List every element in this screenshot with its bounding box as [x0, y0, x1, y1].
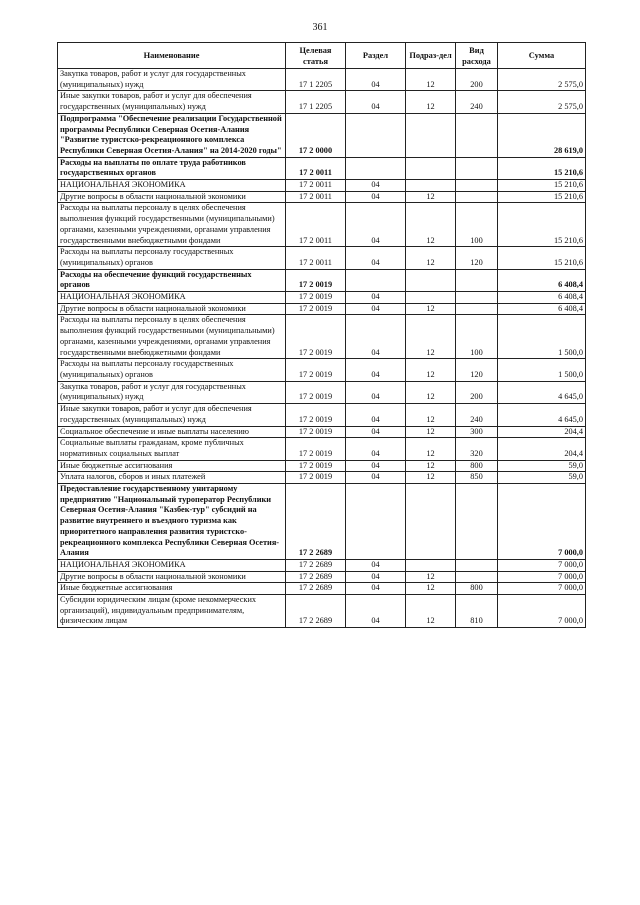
cell-sum: 59,0: [498, 472, 586, 484]
cell-subsection: 12: [406, 381, 456, 403]
cell-section: 04: [346, 203, 406, 247]
cell-section: 04: [346, 359, 406, 381]
cell-section: 04: [346, 438, 406, 460]
table-row: [58, 113, 586, 157]
cell-sum: 7 000,0: [498, 571, 586, 583]
cell-type: 100: [456, 203, 498, 247]
cell-name: Другие вопросы в области национальной экономики: [58, 303, 286, 315]
table-row: [58, 472, 586, 484]
cell-type: [456, 180, 498, 192]
cell-name: Другие вопросы в области национальной экономики: [58, 571, 286, 583]
cell-name: Иные бюджетные ассигнования: [58, 460, 286, 472]
cell-subsection: 12: [406, 460, 456, 472]
cell-sum: 6 408,4: [498, 292, 586, 304]
cell-sum: 7 000,0: [498, 559, 586, 571]
cell-code: 17 2 0011: [286, 191, 346, 203]
cell-code: 17 2 0011: [286, 203, 346, 247]
cell-name: Социальные выплаты гражданам, кроме публичных нормативных социальных выплат: [58, 438, 286, 460]
cell-type: [456, 559, 498, 571]
table-row: [58, 315, 586, 359]
cell-subsection: [406, 484, 456, 560]
cell-code: 17 2 0019: [286, 438, 346, 460]
cell-name: Субсидии юридическим лицам (кроме некоммерческих организаций), индивидуальным предпринимателям, физическим лицам: [58, 595, 286, 628]
cell-subsection: 12: [406, 426, 456, 438]
cell-code: 17 2 0000: [286, 113, 346, 157]
cell-sum: 59,0: [498, 460, 586, 472]
cell-subsection: [406, 180, 456, 192]
page-number: 361: [312, 22, 328, 33]
cell-type: [456, 484, 498, 560]
cell-sum: 7 000,0: [498, 484, 586, 560]
header-type: Вид расхода: [456, 43, 498, 69]
cell-section: 04: [346, 559, 406, 571]
table-row: [58, 69, 586, 91]
cell-name: Закупка товаров, работ и услуг для государственных (муниципальных) нужд: [58, 381, 286, 403]
cell-code: 17 2 0019: [286, 460, 346, 472]
cell-type: [456, 157, 498, 179]
cell-sum: 6 408,4: [498, 303, 586, 315]
cell-code: 17 2 0019: [286, 426, 346, 438]
cell-name: Социальное обеспечение и иные выплаты населению: [58, 426, 286, 438]
cell-type: 810: [456, 595, 498, 628]
cell-section: 04: [346, 404, 406, 426]
table-row: [58, 269, 586, 291]
header-sum: Сумма: [498, 43, 586, 69]
cell-name: Расходы на выплаты персоналу в целях обеспечения выполнения функций государственными (муниципальными) органами, казенными учреждениями, органами управления государственными внебюджетными фондами: [58, 203, 286, 247]
cell-code: 17 2 0019: [286, 404, 346, 426]
cell-code: 17 2 0019: [286, 269, 346, 291]
table-row: [58, 438, 586, 460]
cell-subsection: 12: [406, 69, 456, 91]
cell-name: Иные бюджетные ассигнования: [58, 583, 286, 595]
cell-type: 850: [456, 472, 498, 484]
cell-name: Другие вопросы в области национальной экономики: [58, 191, 286, 203]
cell-name: НАЦИОНАЛЬНАЯ ЭКОНОМИКА: [58, 180, 286, 192]
cell-type: [456, 292, 498, 304]
cell-code: 17 2 2689: [286, 559, 346, 571]
table-row: [58, 203, 586, 247]
cell-name: Иные закупки товаров, работ и услуг для обеспечения государственных (муниципальных) нужд: [58, 404, 286, 426]
cell-name: Подпрограмма "Обеспечение реализации Государственной программы Республики Северная Осетия-Алания "Развитие туристско-рекреационного комплекса Республики Северная Осетия-Алания" на 2014-2020 годы": [58, 113, 286, 157]
cell-section: 04: [346, 426, 406, 438]
table-row: [58, 460, 586, 472]
header-subsection: Подраз-дел: [406, 43, 456, 69]
cell-subsection: 12: [406, 247, 456, 269]
header-section: Раздел: [346, 43, 406, 69]
table-row: [58, 426, 586, 438]
cell-section: 04: [346, 191, 406, 203]
cell-sum: 15 210,6: [498, 157, 586, 179]
cell-code: 17 2 0011: [286, 157, 346, 179]
cell-subsection: 12: [406, 91, 456, 113]
cell-type: [456, 191, 498, 203]
cell-type: 120: [456, 247, 498, 269]
cell-subsection: 12: [406, 404, 456, 426]
header-row: [58, 43, 586, 69]
cell-section: 04: [346, 315, 406, 359]
cell-sum: 15 210,6: [498, 191, 586, 203]
cell-subsection: 12: [406, 583, 456, 595]
cell-name: Расходы на обеспечение функций государственных органов: [58, 269, 286, 291]
cell-type: 200: [456, 69, 498, 91]
cell-code: 17 1 2205: [286, 91, 346, 113]
cell-sum: 2 575,0: [498, 69, 586, 91]
table-row: [58, 180, 586, 192]
cell-subsection: 12: [406, 571, 456, 583]
cell-sum: 15 210,6: [498, 180, 586, 192]
cell-code: 17 2 0019: [286, 315, 346, 359]
table-row: [58, 404, 586, 426]
table-row: [58, 91, 586, 113]
cell-sum: 4 645,0: [498, 404, 586, 426]
cell-code: 17 2 0019: [286, 359, 346, 381]
cell-code: 17 2 0011: [286, 247, 346, 269]
cell-code: 17 2 2689: [286, 595, 346, 628]
cell-sum: 1 500,0: [498, 315, 586, 359]
cell-code: 17 2 2689: [286, 583, 346, 595]
cell-type: [456, 571, 498, 583]
cell-section: 04: [346, 571, 406, 583]
budget-table: [57, 42, 586, 628]
cell-code: 17 2 2689: [286, 484, 346, 560]
cell-section: 04: [346, 180, 406, 192]
table-row: [58, 583, 586, 595]
table-row: [58, 595, 586, 628]
cell-section: 04: [346, 472, 406, 484]
cell-name: Расходы на выплаты персоналу государственных (муниципальных) органов: [58, 359, 286, 381]
cell-subsection: 12: [406, 438, 456, 460]
cell-name: Закупка товаров, работ и услуг для государственных (муниципальных) нужд: [58, 69, 286, 91]
cell-subsection: 12: [406, 472, 456, 484]
cell-subsection: [406, 157, 456, 179]
cell-name: Предоставление государственному унитарному предприятию "Национальный туроператор Республики Северная Осетия-Алания "Казбек-тур" субсидий на развитие внутреннего и въездного туризма как приоритетного направления развития туристско-рекреационного комплекса Республики Северная Осетия-Алания: [58, 484, 286, 560]
cell-subsection: [406, 292, 456, 304]
cell-sum: 204,4: [498, 438, 586, 460]
cell-type: 800: [456, 583, 498, 595]
cell-subsection: 12: [406, 191, 456, 203]
cell-name: Уплата налогов, сборов и иных платежей: [58, 472, 286, 484]
cell-type: 100: [456, 315, 498, 359]
cell-section: 04: [346, 303, 406, 315]
cell-code: 17 2 0011: [286, 180, 346, 192]
cell-section: 04: [346, 595, 406, 628]
cell-sum: 15 210,6: [498, 247, 586, 269]
cell-type: [456, 303, 498, 315]
cell-sum: 28 619,0: [498, 113, 586, 157]
cell-subsection: 12: [406, 359, 456, 381]
cell-type: 300: [456, 426, 498, 438]
cell-sum: 2 575,0: [498, 91, 586, 113]
cell-sum: 7 000,0: [498, 583, 586, 595]
cell-type: 240: [456, 91, 498, 113]
cell-section: 04: [346, 381, 406, 403]
cell-sum: 7 000,0: [498, 595, 586, 628]
header-code: Целевая статья: [286, 43, 346, 69]
table-row: [58, 571, 586, 583]
cell-section: 04: [346, 247, 406, 269]
cell-section: 04: [346, 69, 406, 91]
cell-name: Расходы на выплаты персоналу в целях обеспечения выполнения функций государственными (муниципальными) органами, казенными учреждениями, органами управления государственными внебюджетными фондами: [58, 315, 286, 359]
cell-type: 120: [456, 359, 498, 381]
cell-sum: 1 500,0: [498, 359, 586, 381]
cell-subsection: [406, 113, 456, 157]
cell-section: 04: [346, 292, 406, 304]
cell-section: [346, 157, 406, 179]
header-name: Наименование: [58, 43, 286, 69]
cell-code: 17 2 0019: [286, 303, 346, 315]
cell-subsection: 12: [406, 595, 456, 628]
cell-code: 17 1 2205: [286, 69, 346, 91]
cell-subsection: 12: [406, 315, 456, 359]
cell-name: Иные закупки товаров, работ и услуг для обеспечения государственных (муниципальных) нужд: [58, 91, 286, 113]
cell-code: 17 2 0019: [286, 292, 346, 304]
table-row: [58, 191, 586, 203]
table-row: [58, 359, 586, 381]
cell-type: 240: [456, 404, 498, 426]
table-row: [58, 157, 586, 179]
cell-code: 17 2 0019: [286, 472, 346, 484]
cell-section: 04: [346, 91, 406, 113]
cell-type: 800: [456, 460, 498, 472]
cell-name: НАЦИОНАЛЬНАЯ ЭКОНОМИКА: [58, 559, 286, 571]
cell-subsection: 12: [406, 303, 456, 315]
cell-type: [456, 113, 498, 157]
cell-code: 17 2 2689: [286, 571, 346, 583]
cell-type: 200: [456, 381, 498, 403]
cell-section: 04: [346, 583, 406, 595]
cell-name: Расходы на выплаты по оплате труда работников государственных органов: [58, 157, 286, 179]
table-row: [58, 247, 586, 269]
table-row: [58, 381, 586, 403]
cell-subsection: [406, 269, 456, 291]
cell-section: [346, 484, 406, 560]
cell-name: Расходы на выплаты персоналу государственных (муниципальных) органов: [58, 247, 286, 269]
cell-subsection: 12: [406, 203, 456, 247]
cell-sum: 6 408,4: [498, 269, 586, 291]
cell-type: [456, 269, 498, 291]
cell-sum: 4 645,0: [498, 381, 586, 403]
cell-subsection: [406, 559, 456, 571]
cell-type: 320: [456, 438, 498, 460]
table-row: [58, 292, 586, 304]
table-row: [58, 559, 586, 571]
cell-section: [346, 269, 406, 291]
cell-code: 17 2 0019: [286, 381, 346, 403]
cell-section: 04: [346, 460, 406, 472]
cell-sum: 204,4: [498, 426, 586, 438]
cell-section: [346, 113, 406, 157]
cell-sum: 15 210,6: [498, 203, 586, 247]
table-row: [58, 303, 586, 315]
table-row: [58, 484, 586, 560]
cell-name: НАЦИОНАЛЬНАЯ ЭКОНОМИКА: [58, 292, 286, 304]
